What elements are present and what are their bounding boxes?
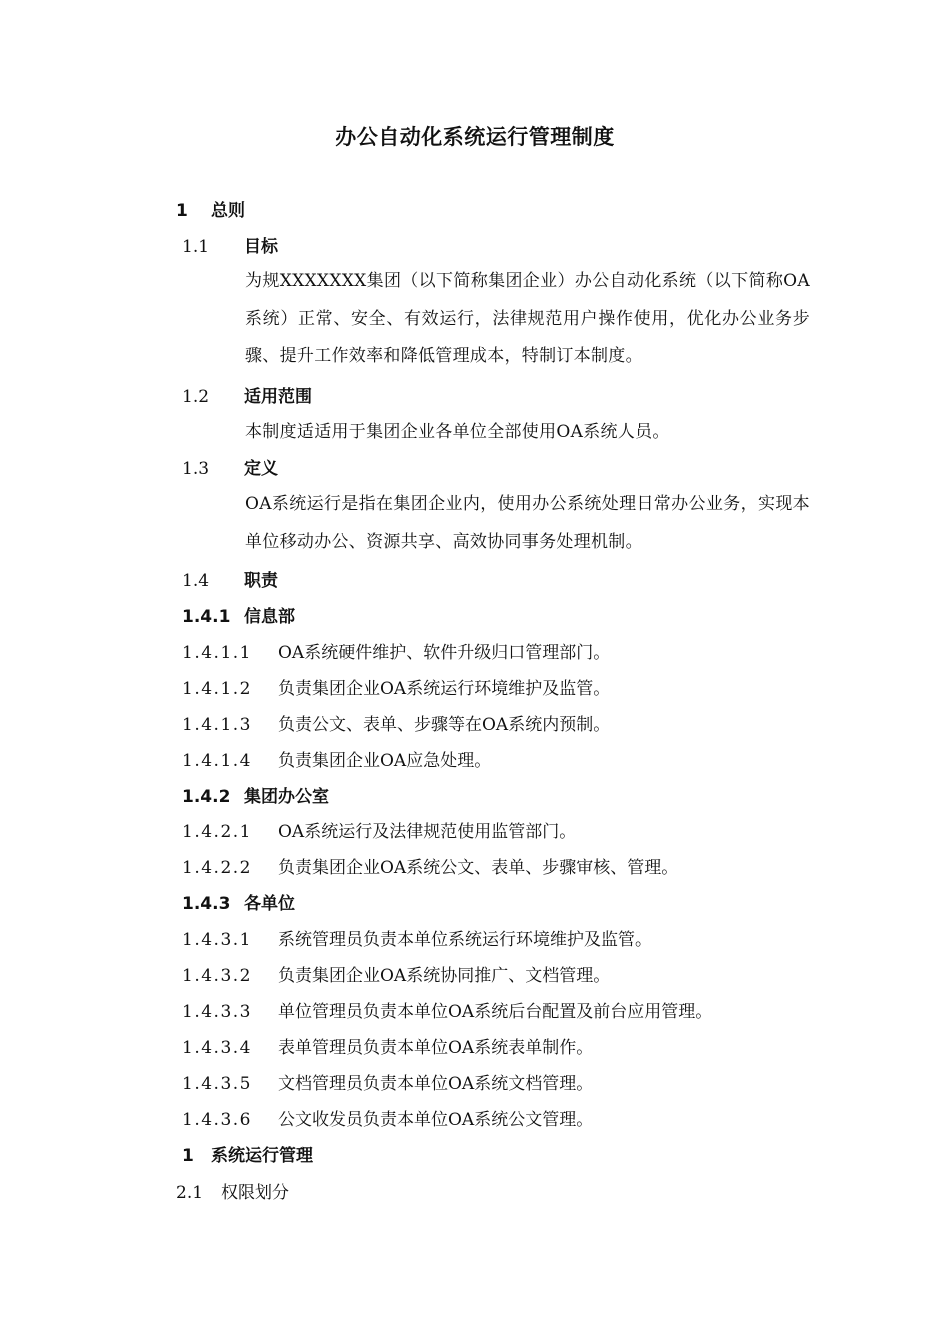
- item-number: 1.4.1.1: [182, 643, 252, 663]
- item-number: 1.4.3.2: [182, 966, 252, 986]
- subsection-heading-1-3: [182, 457, 278, 481]
- item-number: 1.4.2.1: [182, 822, 252, 842]
- list-item: [182, 641, 610, 665]
- section-number: 1: [176, 201, 188, 221]
- subsection-number: 1.4.1: [182, 607, 231, 627]
- subsection-heading-1-4-3: [182, 892, 295, 916]
- subsection-number: 1.3: [182, 459, 210, 479]
- subsection-label: 集团办公室: [244, 787, 329, 807]
- item-text: 公文收发员负责本单位OA系统公文管理。: [278, 1110, 594, 1130]
- item-text: 负责集团企业OA应急处理。: [278, 751, 492, 771]
- item-text: 文档管理员负责本单位OA系统文档管理。: [278, 1074, 594, 1094]
- list-item: [182, 1000, 712, 1024]
- paragraph-definition: OA系统运行是指在集团企业内，使用办公系统处理日常办公业务，实现本单位移动办公、资源共享、高效协同事务处理机制。: [245, 494, 810, 552]
- section-heading-2: [182, 1144, 313, 1168]
- list-item: [182, 964, 610, 988]
- item-text: 负责集团企业OA系统公文、表单、步骤审核、管理。: [278, 858, 679, 878]
- subsection-label: 信息部: [244, 607, 295, 627]
- subsection-label: 定义: [244, 459, 278, 479]
- list-item: [182, 749, 491, 773]
- section-heading-1: [176, 199, 245, 223]
- list-item: [182, 713, 610, 737]
- list-item: [182, 928, 652, 952]
- item-text: 单位管理员负责本单位OA系统后台配置及前台应用管理。: [278, 1002, 713, 1022]
- subsection-label: 权限划分: [221, 1183, 289, 1203]
- item-number: 1.4.1.2: [182, 679, 252, 699]
- item-number: 1.4.3.6: [182, 1110, 252, 1130]
- item-number: 1.4.2.2: [182, 858, 252, 878]
- item-number: 1.4.1.3: [182, 715, 252, 735]
- subsection-number: 1.4.2: [182, 787, 231, 807]
- item-text: 系统管理员负责本单位系统运行环境维护及监管。: [278, 930, 652, 950]
- subsection-number: 1.1: [182, 237, 210, 257]
- subsection-heading-1-2: [182, 385, 312, 409]
- subsection-number: 2.1: [176, 1183, 204, 1203]
- item-number: 1.4.3.3: [182, 1002, 252, 1022]
- item-text: 负责集团企业OA系统运行环境维护及监管。: [278, 679, 611, 699]
- list-item: [182, 856, 678, 880]
- item-number: 1.4.3.5: [182, 1074, 252, 1094]
- subsection-heading-1-4-2: [182, 785, 329, 809]
- section-label: 系统运行管理: [211, 1146, 313, 1166]
- document-title: 办公自动化系统运行管理制度: [335, 125, 615, 149]
- list-item: [182, 1108, 593, 1132]
- subsection-heading-1-4-1: [182, 605, 295, 629]
- section-label: 总则: [211, 201, 245, 221]
- item-text: 负责集团企业OA系统协同推广、文档管理。: [278, 966, 611, 986]
- subsection-label: 各单位: [244, 894, 295, 914]
- subsection-label: 目标: [244, 237, 278, 257]
- paragraph-objective: 为规XXXXXXX集团（以下简称集团企业）办公自动化系统（以下简称OA系统）正常、安全、有效运行，法律规范用户操作使用，优化办公业务步骤、提升工作效率和降低管理成本，特制订本制度。: [245, 271, 810, 366]
- item-number: 1.4.3.1: [182, 930, 252, 950]
- subsection-number: 1.4: [182, 571, 210, 591]
- item-text: OA系统运行及法律规范使用监管部门。: [278, 822, 577, 842]
- item-text: 负责公文、表单、步骤等在OA系统内预制。: [278, 715, 611, 735]
- subsection-number: 1.2: [182, 387, 210, 407]
- item-text: 表单管理员负责本单位OA系统表单制作。: [278, 1038, 594, 1058]
- paragraph-scope: 本制度适适用于集团企业各单位全部使用OA系统人员。: [245, 422, 670, 442]
- subsection-heading-1-4: [182, 569, 278, 593]
- item-text: OA系统硬件维护、软件升级归口管理部门。: [278, 643, 611, 663]
- subsection-heading-2-1: [176, 1181, 289, 1205]
- list-item: [182, 677, 610, 701]
- subsection-label: 职责: [244, 571, 278, 591]
- subsection-number: 1.4.3: [182, 894, 231, 914]
- list-item: [182, 1072, 593, 1096]
- list-item: [182, 820, 576, 844]
- section-number: 1: [182, 1146, 194, 1166]
- list-item: [182, 1036, 593, 1060]
- subsection-label: 适用范围: [244, 387, 312, 407]
- item-number: 1.4.1.4: [182, 751, 252, 771]
- subsection-heading-1-1: [182, 235, 278, 259]
- item-number: 1.4.3.4: [182, 1038, 252, 1058]
